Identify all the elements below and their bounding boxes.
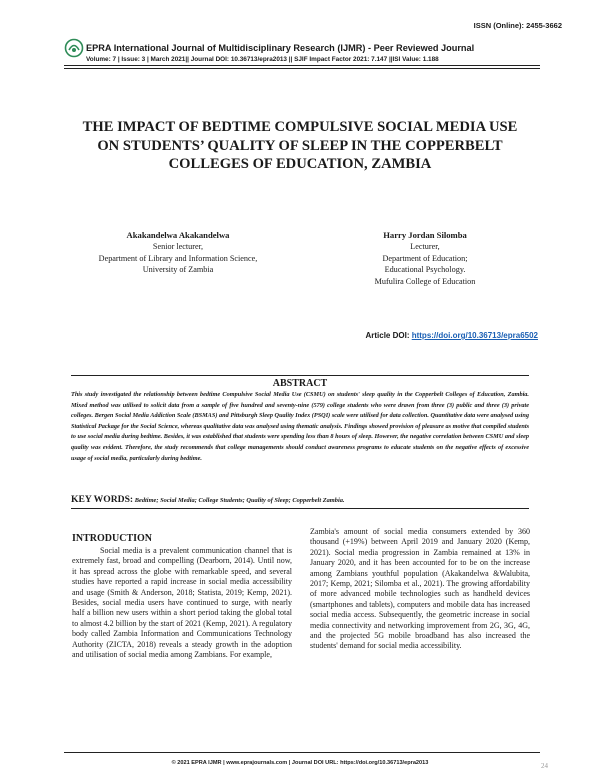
author-affiliation-line: University of Zambia — [142, 265, 214, 275]
journal-meta: Volume: 7 | Issue: 3 | March 2021|| Journal DOI: 10.36713/epra2013 || SJIF Impact Factor 2021: 7.147 ||ISI Value: 1.188 — [86, 56, 439, 63]
abstract-divider — [71, 375, 529, 376]
keywords-label: KEY WORDS: — [71, 494, 134, 505]
author-affiliation-line: Senior lecturer, — [152, 242, 204, 252]
doi-label: Article DOI: — [365, 331, 410, 340]
author-affiliation-line: Mufulira College of Education — [374, 276, 476, 286]
introduction-heading: INTRODUCTION — [72, 533, 153, 544]
header-divider — [64, 68, 540, 69]
abstract-heading: ABSTRACT — [272, 378, 328, 389]
author-affiliation-line: Department of Education; — [382, 253, 468, 263]
author-affiliation-line: Lecturer, — [410, 242, 440, 252]
body-left-column: Social media is a prevalent communication channel that is extremely fast, broad and compelling (Dearborn, 2014). Until now, it has spread across the globe with remarkable speed, and several studies have reported a rapid increase in social media accessibility and usage (Smith & Anderson, 2018; Statista, 2019; Kemp, 2021). Besides, social media users have continued to surge, with nearly half a billion new users within a short period taking the global total to almost 4.2 billion by the start of 2021 (Kemp, 2021). A regulatory body called Zambia Information and Communications Technology Authority (ZICTA, 2018) reveals a steady growth in the adoption and utilisation of social media among Zambians. For example, — [72, 546, 292, 660]
article-doi — [365, 331, 538, 340]
keywords-line — [71, 494, 345, 505]
footer-divider — [64, 752, 540, 753]
doi-link[interactable]: https://doi.org/10.36713/epra6502 — [411, 331, 538, 340]
header-divider — [64, 65, 540, 66]
body-right-column: Zambia's amount of social media consumers extended by 360 thousand (+19%) between April 2019 and January 2020 (Kemp, 2021). Social media progression in Zambia remained at 13% in January 2020, and it has been accounted for to be on the increase among Zambians youthful population (Akakandelwa &Walubita, 2017; Kemp, 2021; Silomba et al., 2021). The growing affordability of more advanced mobile technologies such as handheld devices (smartphones and tablets), computers and mobile data has increased social media access. Subsequently, the geometric increase in social media connectivity and networking improvement from 2G, 3G, 4G, and the projected 5G mobile broadband has also increased the students' demand for social media accessibility. — [310, 527, 530, 651]
page-number: 24 — [541, 762, 548, 770]
abstract-text: This study investigated the relationship between bedtime Compulsive Social Media Use (CSMU) on students' sleep quality in the Copperbelt Colleges of Education, Zambia. Mixed method was utilised to solicit data from a sample of five hundred and seventy-nine (579) college students who were drawn from three (3) public and three (3) private colleges. Bergen Social Media Addiction Scale (BSMAS) and Pittsburgh Sleep Quality Index (PSQI) scale were utilised for data collection. Quantitative data were analysed using Statistical Package for the Social Science, whereas qualitative data was analysed using thematic analysis. Findings showed provision of pleasure as motive that compiled students to use social media during bedtime. Besides, it was established that students were spending less than 8 hours of sleep. However, the negative correlation between CSMU and sleep quality was evident. Therefore, the study recommends that college managements should conduct awareness programs to educate students on the negative effects of excessive usage of social media, particularly during bedtime. — [71, 391, 529, 462]
keywords-text: Bedtime; Social Media; College Students; Quality of Sleep; Copperbelt Zambia. — [134, 497, 345, 504]
author-name: Akakandelwa Akakandelwa — [126, 230, 230, 240]
paper-title: THE IMPACT OF BEDTIME COMPULSIVE SOCIAL MEDIA USE ON STUDENTS’ QUALITY OF SLEEP IN THE COPPERBELT COLLEGES OF EDUCATION, ZAMBIA — [82, 119, 518, 173]
journal-logo-icon — [64, 38, 84, 58]
footer-text: © 2021 EPRA IJMR | www.eprajournals.com | Journal DOI URL: https://doi.org/10.36713/epra2013 — [171, 760, 429, 766]
author-name: Harry Jordan Silomba — [383, 230, 467, 240]
author-affiliation-line: Department of Library and Information Science, — [98, 253, 258, 263]
keywords-divider — [71, 508, 529, 509]
author-affiliation-line: Educational Psychology. — [384, 265, 466, 275]
journal-title: EPRA International Journal of Multidisciplinary Research (IJMR) - Peer Reviewed Journal — [86, 43, 475, 53]
issn-label: ISSN (Online): 2455-3662 — [473, 21, 562, 30]
author-block-2 — [330, 230, 520, 287]
author-block-1 — [68, 230, 288, 276]
